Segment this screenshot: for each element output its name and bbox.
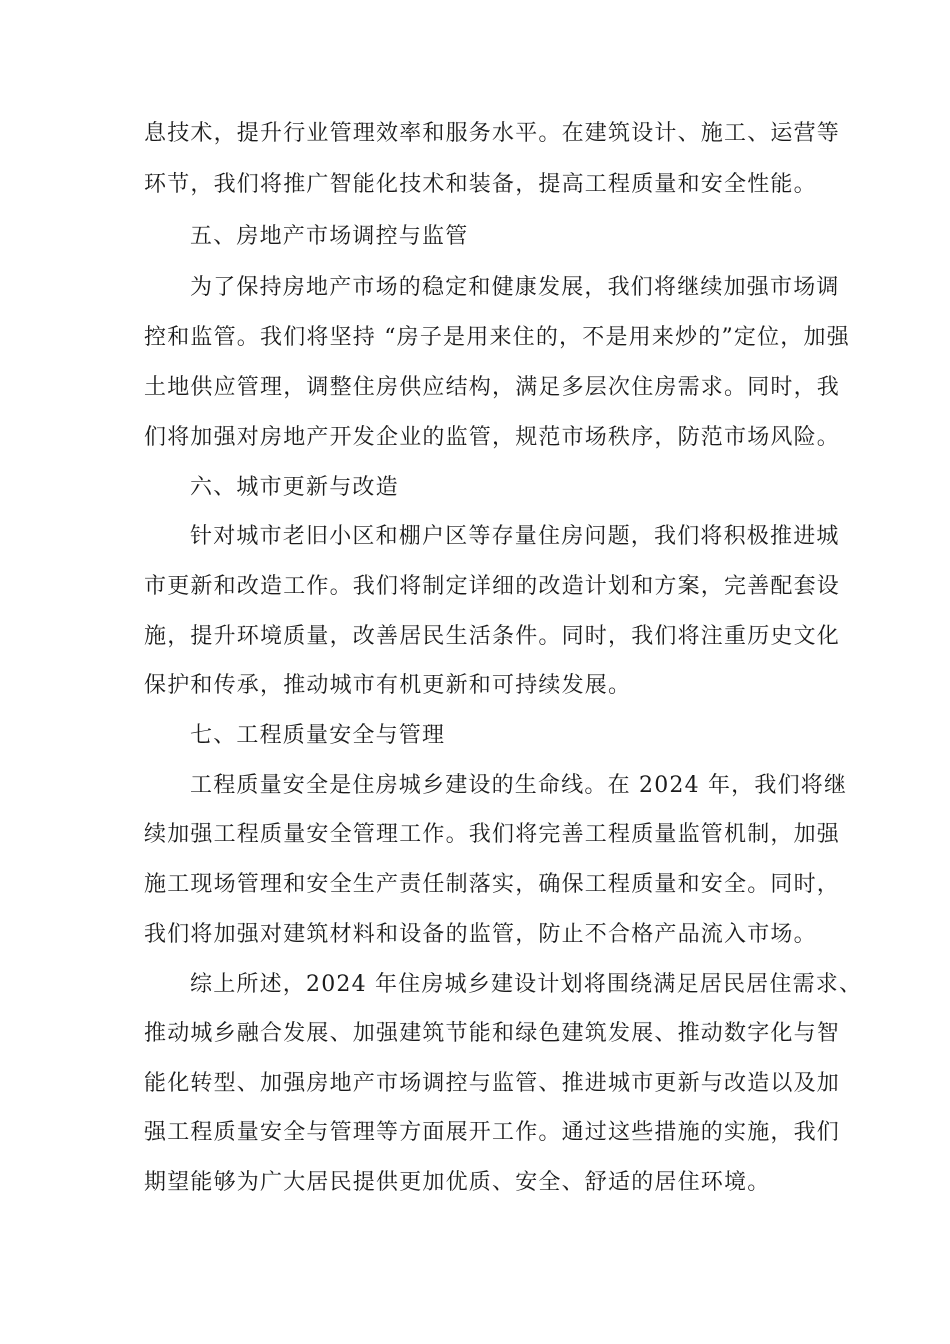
paragraph-line: 环节，我们将推广智能化技术和装备，提高工程质量和安全性能。 (144, 172, 817, 197)
section-heading: 五、房地产市场调控与监管 (190, 224, 469, 249)
paragraph-line: 推动城乡融合发展、加强建筑节能和绿色建筑发展、推动数字化与智 (144, 1021, 841, 1046)
paragraph-line: 续加强工程质量安全管理工作。我们将完善工程质量监管机制，加强 (144, 822, 841, 847)
paragraph-line: 能化转型、加强房地产市场调控与监管、推进城市更新与改造以及加 (144, 1071, 841, 1096)
paragraph-line: 工程质量安全是住房城乡建设的生命线。在 2024 年，我们将继 (190, 773, 848, 798)
paragraph-line: 施工现场管理和安全生产责任制落实，确保工程质量和安全。同时， (144, 872, 841, 897)
paragraph-line: 针对城市老旧小区和棚户区等存量住房问题，我们将积极推进城 (190, 524, 840, 549)
paragraph-line: 为了保持房地产市场的稳定和健康发展，我们将继续加强市场调 (190, 275, 840, 300)
section-heading: 六、城市更新与改造 (190, 475, 399, 500)
paragraph-line: 保护和传承，推动城市有机更新和可持续发展。 (144, 673, 632, 698)
paragraph-line: 控和监管。我们将坚持 “房子是用来住的，不是用来炒的”定位，加强 (144, 325, 850, 350)
paragraph-line: 我们将加强对建筑材料和设备的监管，防止不合格产品流入市场。 (144, 922, 817, 947)
paragraph-line: 期望能够为广大居民提供更加优质、安全、舒适的居住环境。 (144, 1170, 771, 1195)
section-heading: 七、工程质量安全与管理 (190, 723, 446, 748)
paragraph-line: 们将加强对房地产开发企业的监管，规范市场秩序，防范市场风险。 (144, 425, 841, 450)
paragraph-line: 土地供应管理，调整住房供应结构，满足多层次住房需求。同时，我 (144, 375, 841, 400)
paragraph-line: 强工程质量安全与管理等方面展开工作。通过这些措施的实施，我们 (144, 1120, 841, 1145)
paragraph-line: 息技术，提升行业管理效率和服务水平。在建筑设计、施工、运营等 (144, 121, 841, 146)
paragraph-line: 施，提升环境质量，改善居民生活条件。同时，我们将注重历史文化 (144, 624, 841, 649)
paragraph-line: 市更新和改造工作。我们将制定详细的改造计划和方案，完善配套设 (144, 574, 841, 599)
paragraph-line: 综上所述，2024 年住房城乡建设计划将围绕满足居民居住需求、 (190, 972, 863, 997)
